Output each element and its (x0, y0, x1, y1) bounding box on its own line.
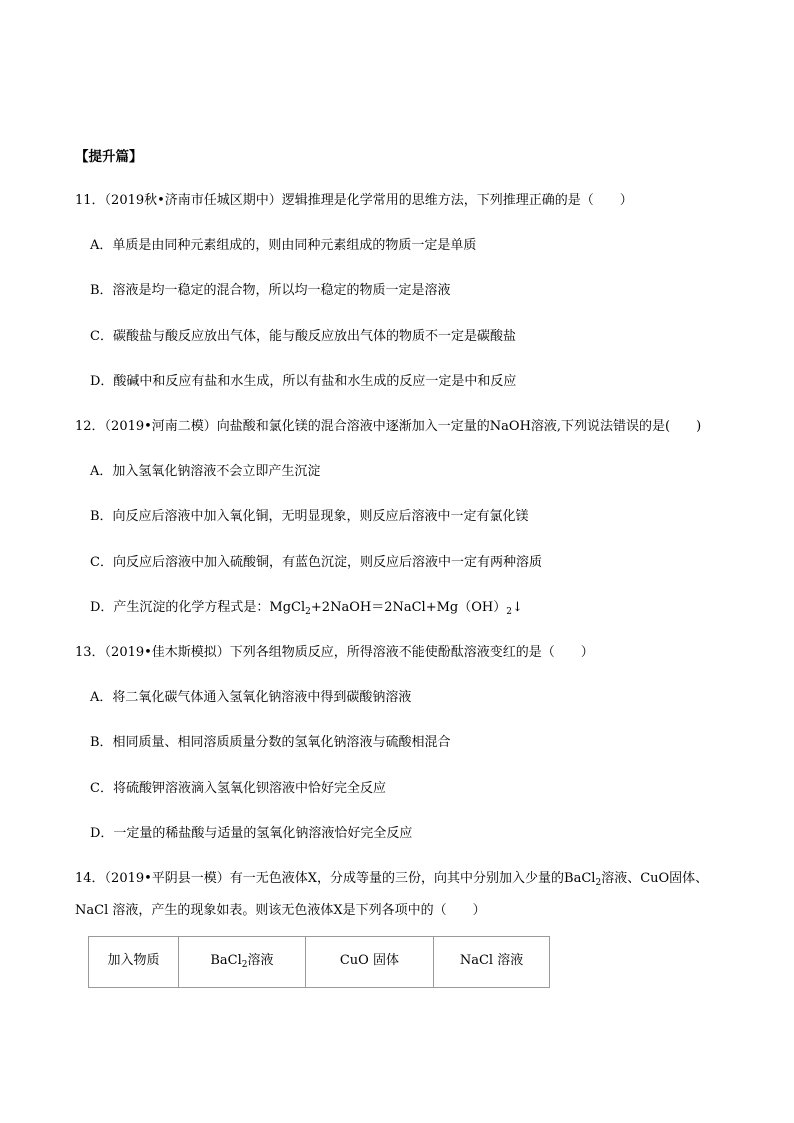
question-11-option-d: D．酸碱中和反应有盐和水生成，所以有盐和水生成的反应一定是中和反应 (90, 374, 517, 389)
table-row (89, 937, 550, 988)
question-12-option-a: A．加入氢氧化钠溶液不会立即产生沉淀 (90, 464, 321, 479)
down-arrow-symbol: ↓ (511, 600, 523, 615)
subscript: 2 (241, 960, 248, 970)
stem-text: 14．（2019•平阴县一模）有一无色液体X，分成等量的三份，向其中分别加入少量的BaCl (75, 871, 596, 886)
option-d-prefix: D．产生沉淀的化学方程式是：MgCl (90, 600, 306, 615)
question-14-stem-line2: NaCl 溶液，产生的现象如表。则该无色液体X是下列各项中的（ ） (75, 903, 486, 918)
table-cell-cuo: CuO 固体 (305, 937, 433, 988)
question-12-option-d (90, 599, 523, 617)
cell-text: 溶液 (247, 953, 274, 968)
option-d-middle: +2NaOH＝2NaCl+Mg（OH） (310, 600, 507, 615)
cell-text: BaCl (210, 953, 242, 968)
question-13-option-c: C．将硫酸钾溶液滴入氢氧化钡溶液中恰好完全反应 (90, 781, 386, 796)
question-11-option-b: B．溶液是均一稳定的混合物，所以均一稳定的物质一定是溶液 (90, 283, 451, 298)
table-header-cell: 加入物质 (89, 937, 179, 988)
question-14-stem-line1 (75, 870, 708, 888)
table-cell-nacl: NaCl 溶液 (434, 937, 550, 988)
question-13-option-d: D．一定量的稀盐酸与适量的氢氧化钠溶液恰好完全反应 (90, 826, 413, 841)
question-12-option-c: C．向反应后溶液中加入硫酸铜，有蓝色沉淀，则反应后溶液中一定有两种溶质 (90, 555, 542, 570)
question-11-option-a: A．单质是由同种元素组成的，则由同种元素组成的物质一定是单质 (90, 238, 477, 253)
question-13-option-a: A．将二氧化碳气体通入氢氧化钠溶液中得到碳酸钠溶液 (90, 690, 412, 705)
question-13-stem: 13．（2019•佳木斯模拟）下列各组物质反应，所得溶液不能使酚酞溶液变红的是（ ） (75, 645, 594, 660)
subscript: 2 (506, 607, 512, 617)
subscript: 2 (305, 607, 311, 617)
question-11-stem: 11．（2019秋•济南市任城区期中）逻辑推理是化学常用的思维方法，下列推理正确的是（ ） (75, 193, 633, 208)
section-title: 【提升篇】 (75, 149, 143, 165)
observation-table (88, 936, 550, 988)
table-cell-bacl2 (179, 937, 306, 988)
stem-text: 溶液、CuO固体、 (601, 871, 709, 886)
question-11-option-c: C．碳酸盐与酸反应放出气体，能与酸反应放出气体的物质不一定是碳酸盐 (90, 329, 516, 344)
subscript: 2 (595, 878, 602, 888)
question-13-option-b: B．相同质量、相同溶质质量分数的氢氧化钠溶液与硫酸相混合 (90, 735, 451, 750)
question-12-option-b: B．向反应后溶液中加入氧化铜，无明显现象，则反应后溶液中一定有氯化镁 (90, 509, 529, 524)
question-12-stem: 12．（2019•河南二模）向盐酸和氯化镁的混合溶液中逐渐加入一定量的NaOH溶液,下列说法错误的是( ) (75, 419, 702, 434)
